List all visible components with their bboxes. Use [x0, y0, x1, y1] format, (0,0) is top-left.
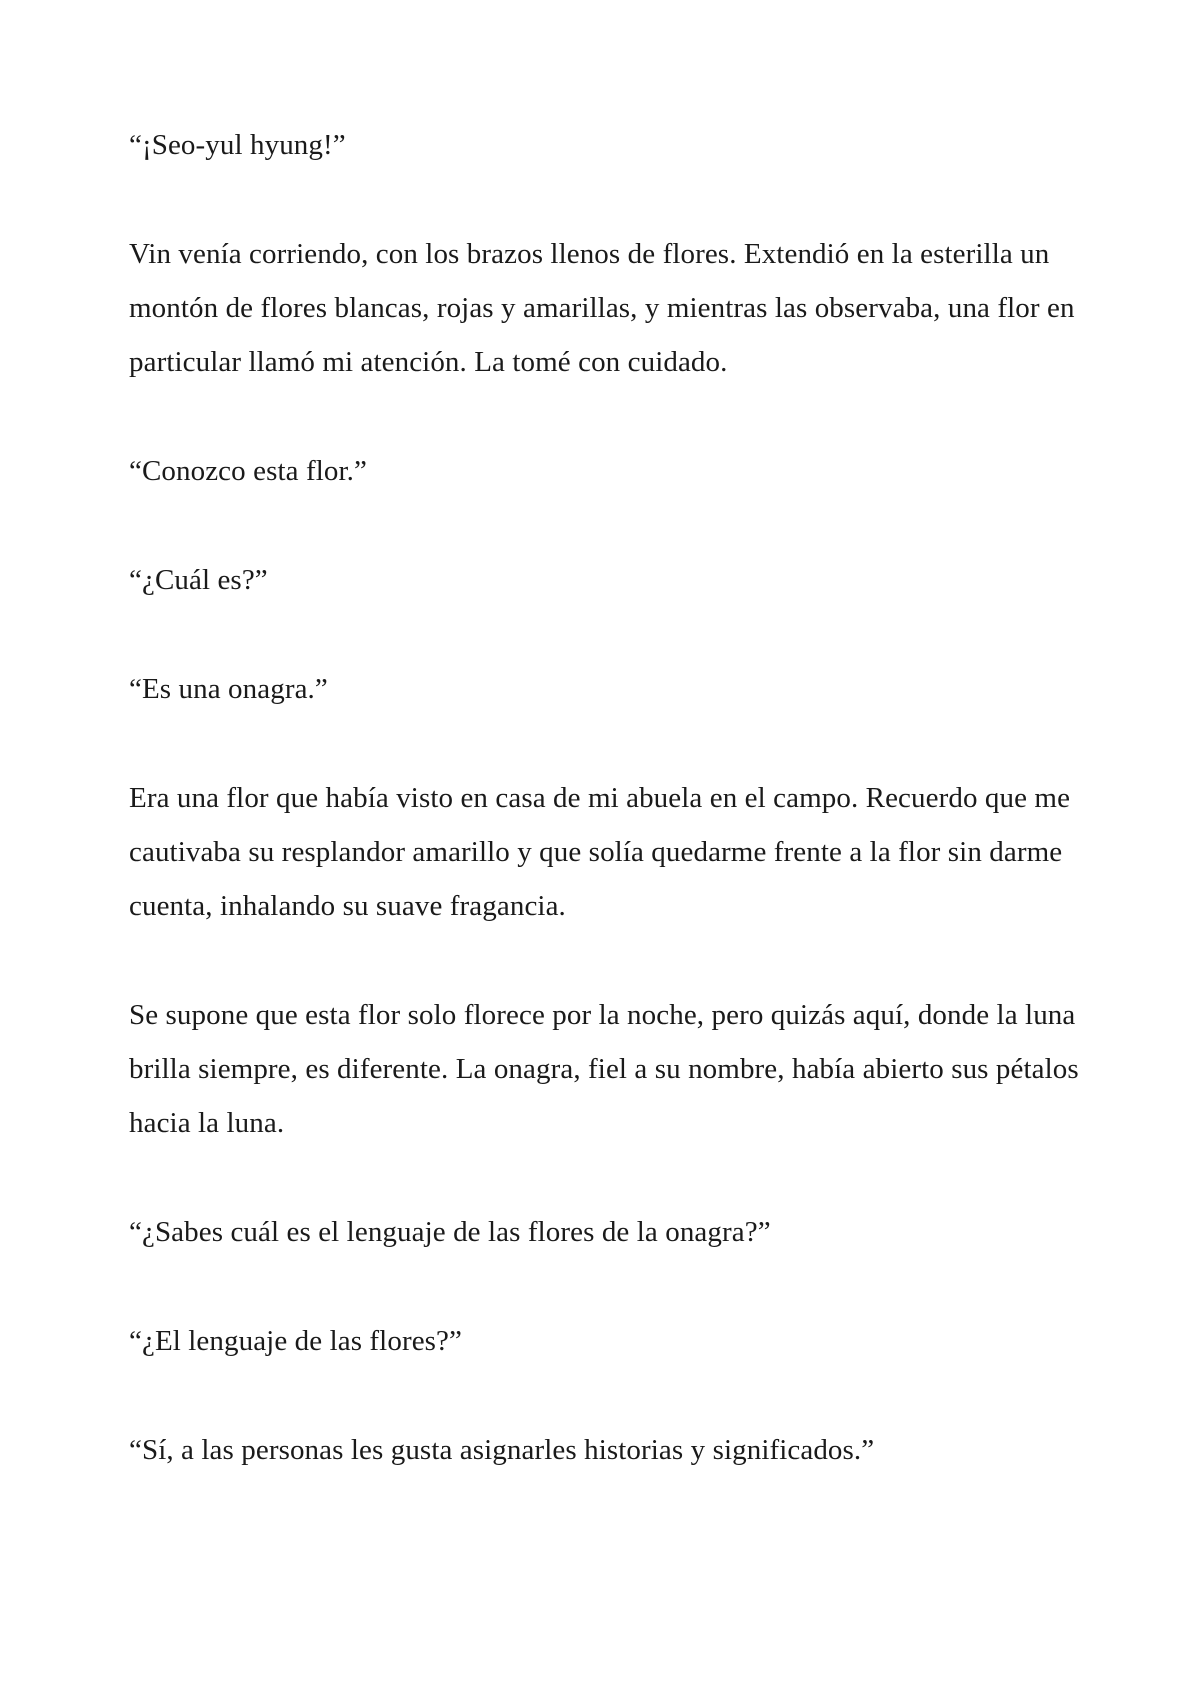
- dialogue-line: “Es una onagra.”: [129, 673, 328, 705]
- dialogue-line: “Sí, a las personas les gusta asignarles historias y significados.”: [129, 1434, 875, 1466]
- narrative-paragraph: Vin venía corriendo, con los brazos llenos de flores. Extendió en la esterilla un montón de flores blancas, rojas y amarillas, y mientras las observaba, una flor en particular llamó mi atención. La tomé con cuidado.: [129, 238, 1075, 378]
- dialogue-line: “¿Sabes cuál es el lenguaje de las flores de la onagra?”: [129, 1216, 771, 1248]
- dialogue-line: “Conozco esta flor.”: [129, 455, 367, 487]
- dialogue-line: “¿El lenguaje de las flores?”: [129, 1325, 463, 1357]
- dialogue-line: “¡Seo-yul hyung!”: [129, 129, 346, 161]
- narrative-paragraph: Se supone que esta flor solo florece por la noche, pero quizás aquí, donde la luna brilla siempre, es diferente. La onagra, fiel a su nombre, había abierto sus pétalos hacia la luna.: [129, 999, 1079, 1139]
- narrative-paragraph: Era una flor que había visto en casa de mi abuela en el campo. Recuerdo que me cautivaba su resplandor amarillo y que solía quedarme frente a la flor sin darme cuenta, inhalando su suave fragancia.: [129, 782, 1071, 922]
- document-body: [129, 118, 1089, 1532]
- dialogue-line: “¿Cuál es?”: [129, 564, 268, 596]
